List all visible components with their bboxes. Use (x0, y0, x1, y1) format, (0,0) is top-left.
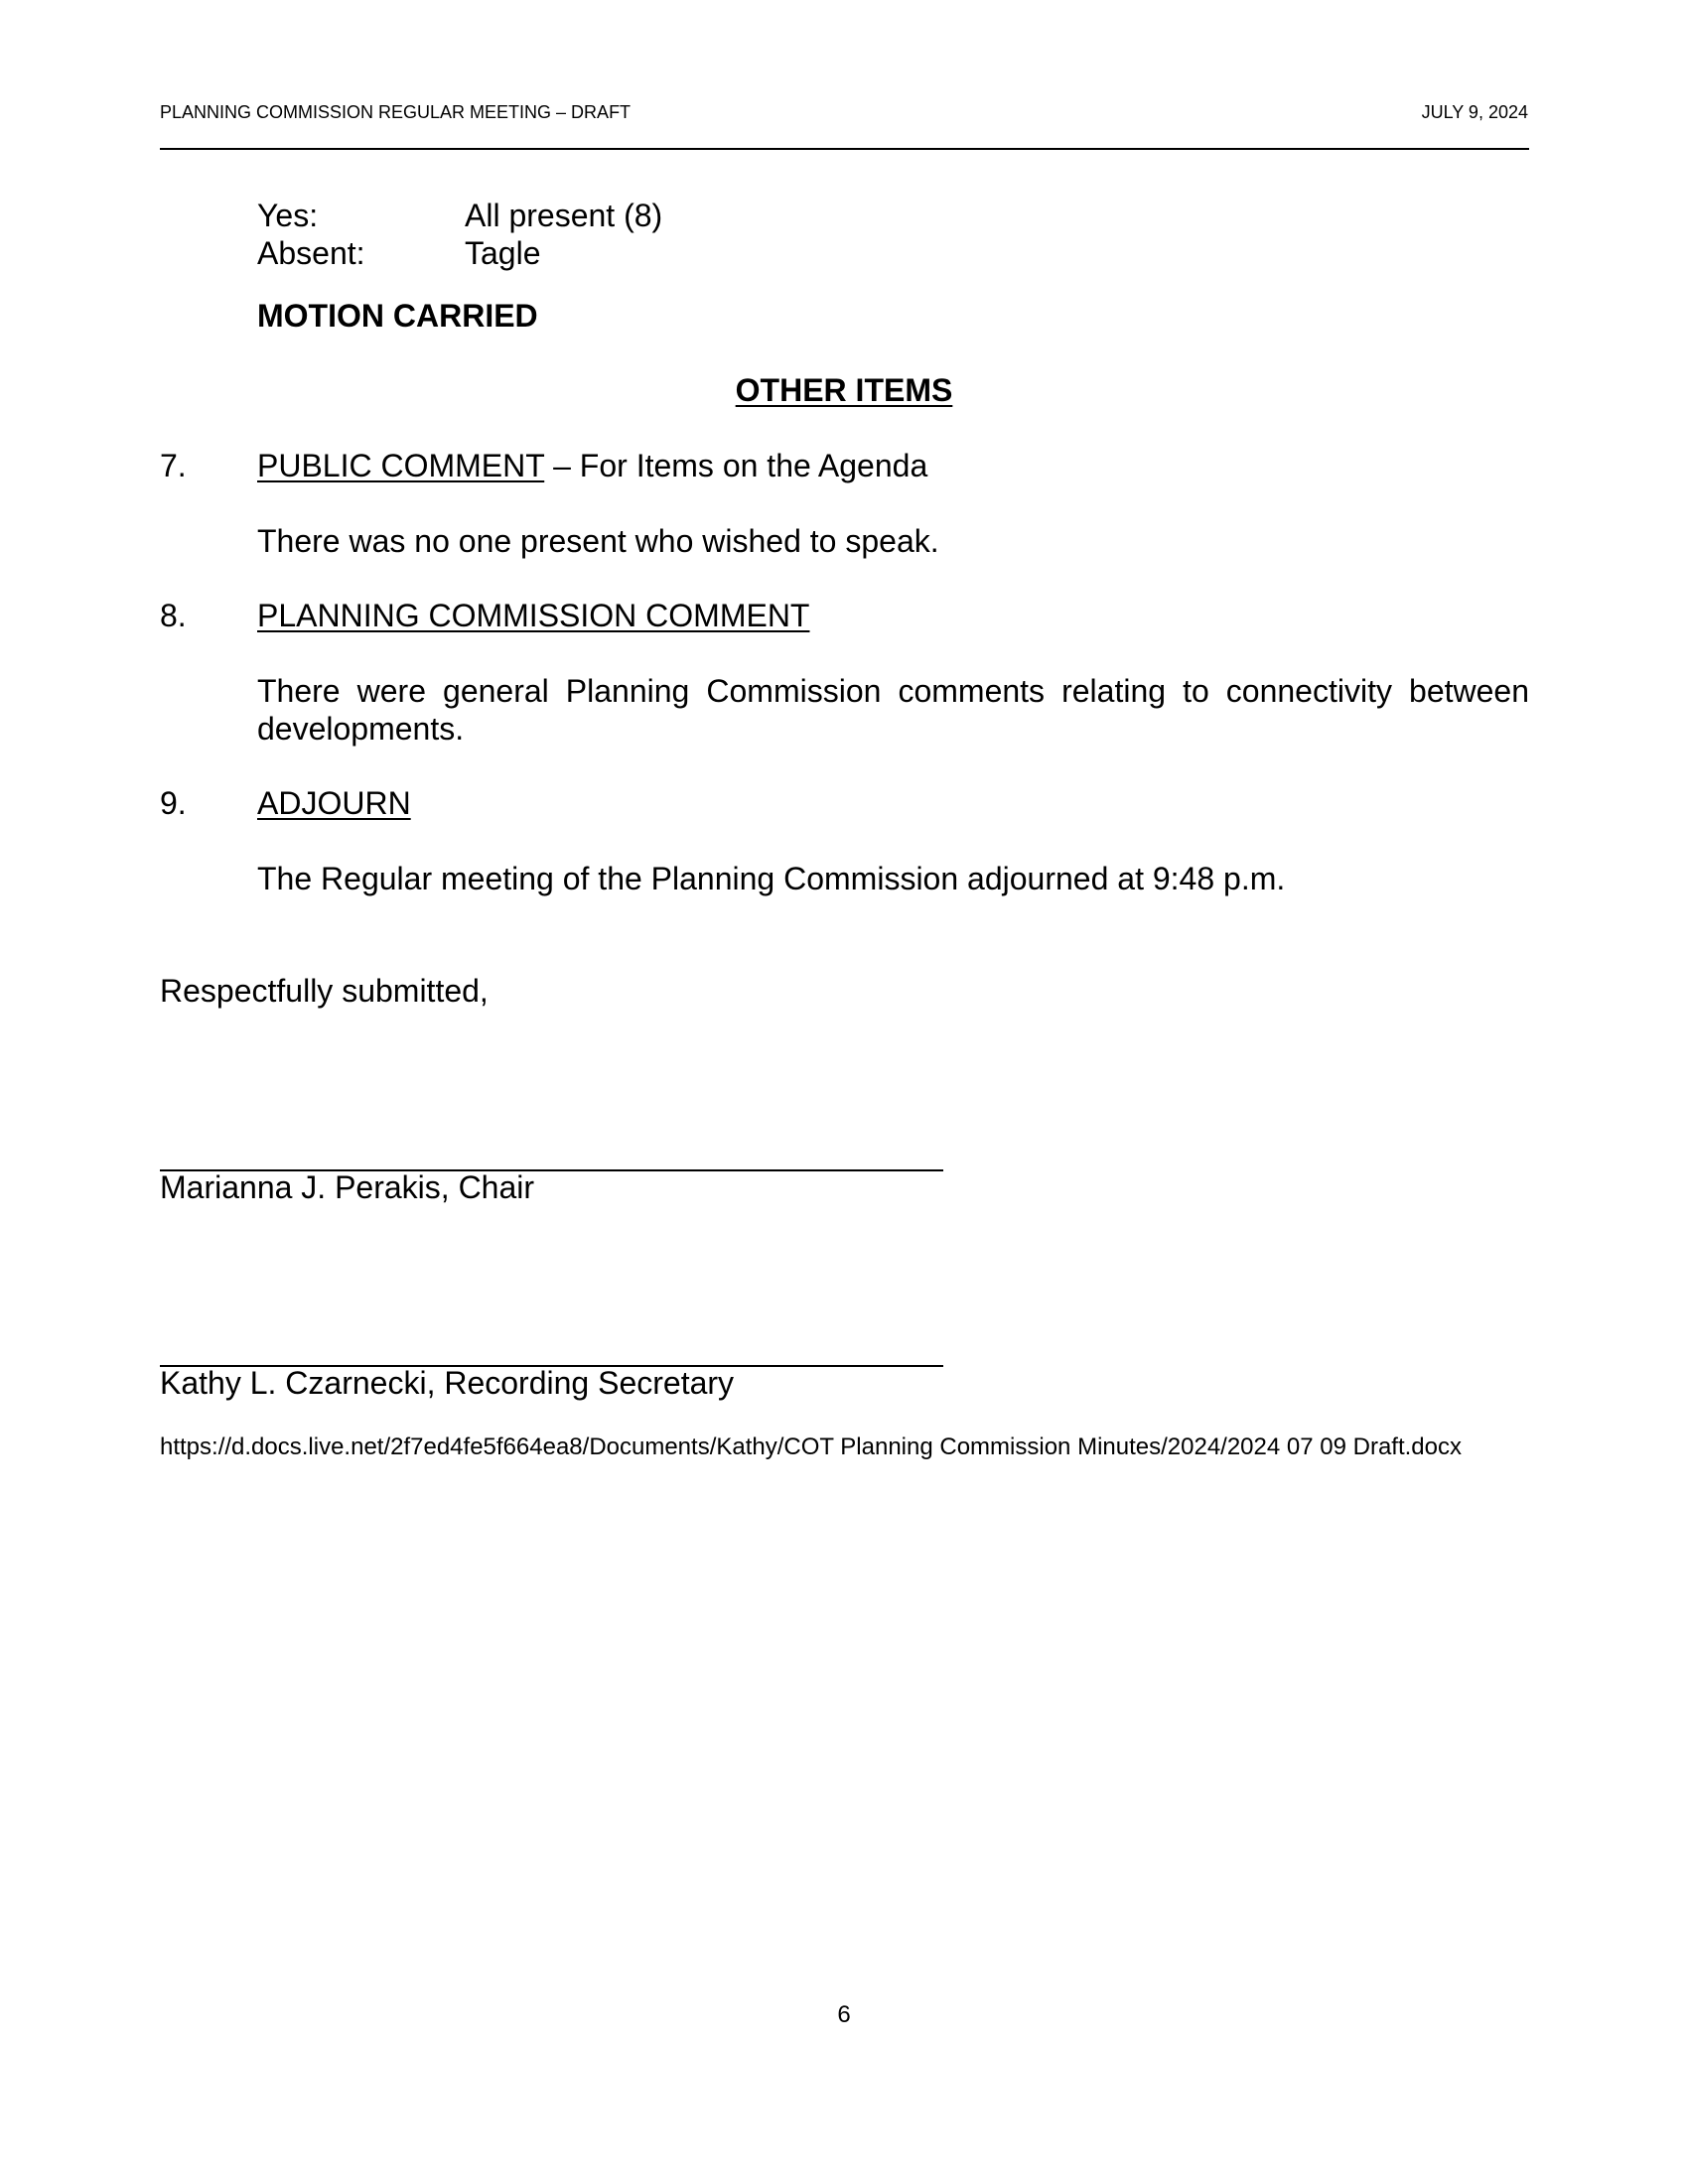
closing-text: Respectfully submitted, (160, 973, 489, 1009)
file-path: https://d.docs.live.net/2f7ed4fe5f664ea8/Documents/Kathy/COT Planning Commission Minutes/2024/2024 07 09 Draft.docx (160, 1433, 1462, 1460)
vote-absent-label: Absent: (257, 235, 365, 271)
item-9-text: The Regular meeting of the Planning Commission adjourned at 9:48 p.m. (257, 861, 1286, 896)
item-7-text: There was no one present who wished to speak. (257, 523, 939, 559)
motion-result: MOTION CARRIED (257, 298, 538, 334)
item-7-title-suffix: – For Items on the Agenda (544, 448, 928, 483)
section-heading: OTHER ITEMS (735, 372, 953, 408)
item-7-title: PUBLIC COMMENT (257, 448, 545, 483)
item-9-title: ADJOURN (257, 785, 411, 821)
header-date: JULY 9, 2024 (1421, 102, 1528, 122)
header-rule (160, 148, 1529, 150)
item-8-title: PLANNING COMMISSION COMMENT (257, 598, 810, 633)
vote-yes-value: All present (8) (465, 198, 663, 233)
item-7-number: 7. (160, 448, 187, 483)
page-number: 6 (837, 2001, 851, 2028)
item-8-number: 8. (160, 598, 187, 633)
item-8-text: There were general Planning Commission comments relating to connectivity between developments. (257, 673, 1529, 747)
signature-name-secretary: Kathy L. Czarnecki, Recording Secretary (160, 1365, 735, 1401)
item-9-number: 9. (160, 785, 187, 821)
vote-absent-value: Tagle (465, 235, 541, 271)
header-title: PLANNING COMMISSION REGULAR MEETING – DRAFT (160, 102, 632, 122)
signature-name-chair: Marianna J. Perakis, Chair (160, 1169, 535, 1205)
item-7-heading (257, 447, 927, 484)
vote-yes-label: Yes: (257, 198, 319, 233)
